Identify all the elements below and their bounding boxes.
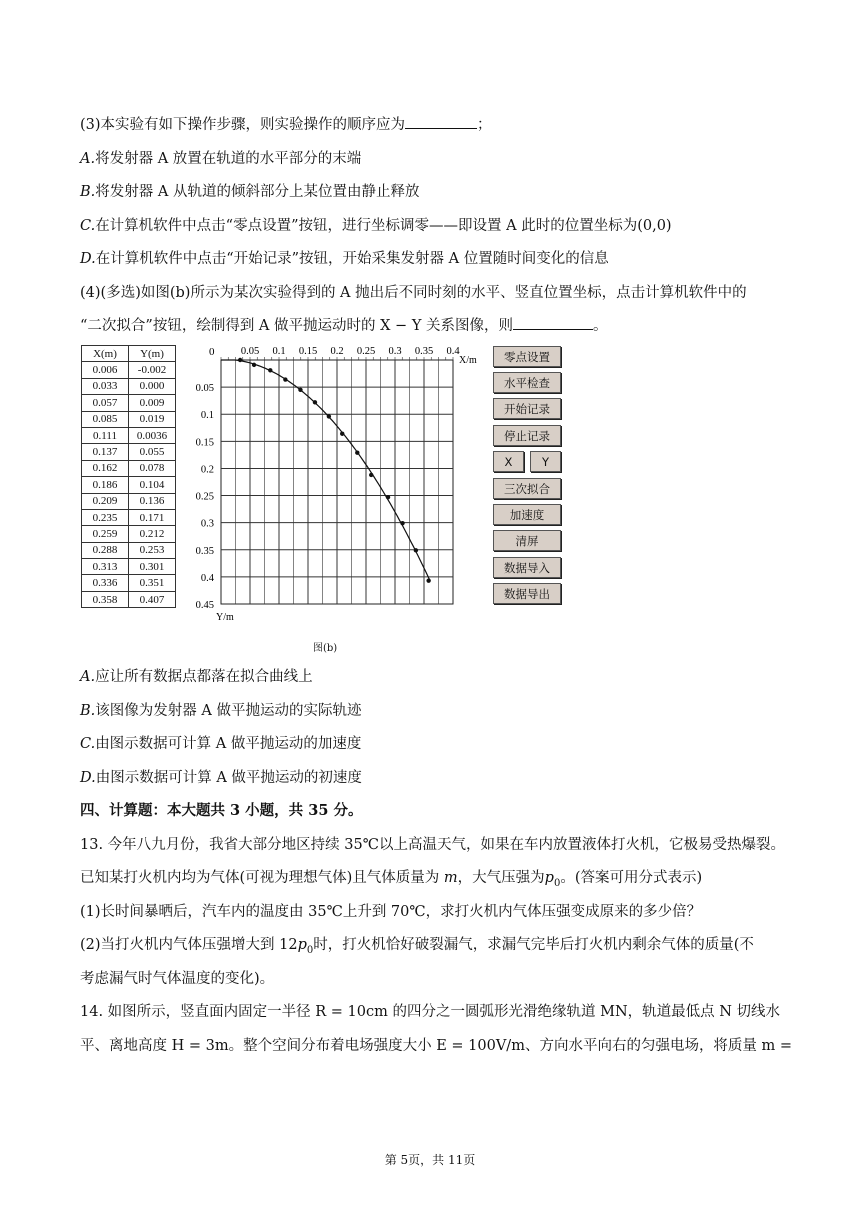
y-tick-label: 0.25 bbox=[195, 491, 214, 503]
q3-option-b: B.将发射器 A 从轨道的倾斜部分上某位置由静止释放 bbox=[80, 184, 420, 200]
y-cell: 0.407 bbox=[129, 591, 176, 607]
data-table bbox=[81, 345, 176, 608]
y-cell: 0.301 bbox=[129, 559, 176, 575]
y-cell: 0.104 bbox=[129, 477, 176, 493]
data-export-button[interactable]: 数据导出 bbox=[493, 583, 561, 604]
figure-caption: 图(b) bbox=[313, 643, 338, 654]
x-button[interactable]: X bbox=[493, 451, 524, 472]
x-cell: 0.006 bbox=[82, 362, 129, 378]
data-point bbox=[238, 358, 242, 362]
data-point bbox=[340, 432, 344, 436]
data-points bbox=[238, 358, 431, 583]
table-row bbox=[82, 509, 176, 525]
table-row bbox=[82, 591, 176, 607]
q14-line2: 平、离地高度 H = 3m。整个空间分布着电场强度大小 E = 100V/m、方向水平向右的匀强电场，将质量 m = bbox=[80, 1038, 793, 1054]
x-axis-label: X/m bbox=[459, 355, 477, 366]
y-cell: 0.253 bbox=[129, 542, 176, 558]
page-footer: 第 5页，共 11页 bbox=[384, 1153, 476, 1167]
q4-line1: (4)(多选)如图(b)所示为某次实验得到的 A 抛出后不同时刻的水平、竖直位置坐标，点击计算机软件中的 bbox=[80, 285, 747, 301]
q13-sub2: (2)当打火机内气体压强增大到 $12p_0$时，打火机恰好破裂漏气，求漏气完毕后打火机内剩余气体的质量(不 bbox=[80, 937, 754, 956]
y-tick-label: 0.45 bbox=[195, 600, 214, 611]
q3-option-d: D.在计算机软件中点击“开始记录”按钮，开始采集发射器 A 位置随时间变化的信息 bbox=[80, 251, 609, 267]
y-cell: 0.351 bbox=[129, 575, 176, 591]
x-tick-label: 0.1 bbox=[272, 346, 286, 357]
data-point bbox=[327, 414, 331, 418]
y-tick-label: 0.35 bbox=[195, 545, 214, 557]
x-cell: 0.313 bbox=[82, 559, 129, 575]
y-button[interactable]: Y bbox=[530, 451, 561, 472]
origin-label: 0 bbox=[209, 346, 215, 358]
y-axis-label: Y/m bbox=[216, 612, 234, 623]
table-row bbox=[82, 411, 176, 427]
xy-chart bbox=[186, 343, 477, 623]
table-row bbox=[82, 477, 176, 493]
data-point bbox=[298, 388, 302, 392]
data-point bbox=[313, 400, 317, 404]
q13-line2: 已知某打火机内均为气体(可视为理想气体)且气体质量为 m，大气压强为$p_0$。(答案可用分式表示) bbox=[80, 870, 703, 889]
fit-curve bbox=[221, 360, 430, 580]
table-row bbox=[82, 460, 176, 476]
zero-set-button[interactable]: 零点设置 bbox=[493, 346, 561, 367]
acceleration-button[interactable]: 加速度 bbox=[493, 504, 561, 525]
y-cell: 0.019 bbox=[129, 411, 176, 427]
y-cell: 0.078 bbox=[129, 460, 176, 476]
q4-option-d: D.由图示数据可计算 A 做平抛运动的初速度 bbox=[80, 770, 362, 786]
x-cell: 0.259 bbox=[82, 526, 129, 542]
x-tick-label: 0.35 bbox=[414, 346, 434, 357]
data-point bbox=[283, 377, 287, 381]
x-cell: 0.111 bbox=[82, 427, 129, 443]
data-point bbox=[400, 521, 404, 525]
x-tick-label: 0.4 bbox=[446, 346, 460, 357]
answer-blank[interactable] bbox=[405, 116, 477, 129]
q13-sub1: (1)长时间暴晒后，汽车内的温度由 35℃上升到 70℃，求打火机内气体压强变成原来的多少倍？ bbox=[80, 904, 702, 920]
answer-blank[interactable] bbox=[513, 317, 593, 330]
x-tick-label: 0.3 bbox=[388, 346, 402, 357]
data-import-button[interactable]: 数据导入 bbox=[493, 557, 561, 578]
y-cell: 0.0036 bbox=[129, 427, 176, 443]
table-row bbox=[82, 493, 176, 509]
x-cell: 0.186 bbox=[82, 477, 129, 493]
y-cell: 0.136 bbox=[129, 493, 176, 509]
table-row bbox=[82, 395, 176, 411]
table-header: X(m) bbox=[82, 346, 129, 362]
fit-curve-path bbox=[221, 360, 430, 580]
data-point bbox=[369, 473, 373, 477]
y-cell: 0.171 bbox=[129, 509, 176, 525]
table-row bbox=[82, 444, 176, 460]
y-tick-label: 0.15 bbox=[195, 437, 214, 449]
x-cell: 0.137 bbox=[82, 444, 129, 460]
q4-option-c: C.由图示数据可计算 A 做平抛运动的加速度 bbox=[80, 736, 362, 752]
y-tick-label: 0.05 bbox=[195, 383, 214, 395]
x-tick-label: 0.05 bbox=[240, 346, 260, 357]
table-row bbox=[82, 559, 176, 575]
table-row bbox=[82, 526, 176, 542]
q14-line1: 14. 如图所示，竖直面内固定一半径 R = 10cm 的四分之一圆弧形光滑绝缘轨道 MN，轨道最低点 N 切线水 bbox=[80, 1004, 781, 1020]
table-row bbox=[82, 575, 176, 591]
x-tick-label: 0.2 bbox=[330, 346, 344, 357]
x-cell: 0.336 bbox=[82, 575, 129, 591]
data-point bbox=[252, 363, 256, 367]
table-header: Y(m) bbox=[129, 346, 176, 362]
data-point bbox=[386, 495, 390, 499]
x-cell: 0.288 bbox=[82, 542, 129, 558]
y-cell: -0.002 bbox=[129, 362, 176, 378]
q13-sub2-line2: 考虑漏气时气体温度的变化)。 bbox=[80, 971, 275, 987]
chart-grid bbox=[221, 357, 453, 604]
table-row bbox=[82, 427, 176, 443]
data-point bbox=[268, 368, 272, 372]
q4-option-a: A.应让所有数据点都落在拟合曲线上 bbox=[80, 669, 313, 685]
x-cell: 0.358 bbox=[82, 591, 129, 607]
data-point bbox=[355, 451, 359, 455]
q3-option-a: A.将发射器 A 放置在轨道的水平部分的末端 bbox=[80, 151, 362, 167]
clear-screen-button[interactable]: 清屏 bbox=[493, 530, 561, 551]
q3-option-c: C.在计算机软件中点击“零点设置”按钮，进行坐标调零——即设置 A 此时的位置坐标为(0,0) bbox=[80, 218, 672, 234]
q13-line1: 13. 今年八九月份，我省大部分地区持续 35℃以上高温天气，如果在车内放置液体打火机，它极易受热爆裂。 bbox=[80, 837, 785, 853]
y-cell: 0.000 bbox=[129, 378, 176, 394]
x-cell: 0.162 bbox=[82, 460, 129, 476]
q3-stem: (3)本实验有如下操作步骤，则实验操作的顺序应为 ； bbox=[80, 117, 492, 133]
x-tick-label: 0.25 bbox=[356, 346, 376, 357]
y-cell: 0.009 bbox=[129, 395, 176, 411]
x-cell: 0.085 bbox=[82, 411, 129, 427]
x-tick-label: 0.15 bbox=[298, 346, 318, 357]
y-tick-label: 0.1 bbox=[200, 410, 214, 422]
data-point bbox=[426, 578, 430, 582]
y-cell: 0.212 bbox=[129, 526, 176, 542]
cubic-fit-button[interactable]: 三次拟合 bbox=[493, 478, 561, 499]
table-row bbox=[82, 378, 176, 394]
y-cell: 0.055 bbox=[129, 444, 176, 460]
table-row bbox=[82, 542, 176, 558]
y-tick-label: 0.4 bbox=[200, 572, 214, 584]
x-cell: 0.209 bbox=[82, 493, 129, 509]
y-tick-label: 0.3 bbox=[200, 518, 214, 530]
x-cell: 0.057 bbox=[82, 395, 129, 411]
section-title: 四、计算题：本大题共 3 小题，共 35 分。 bbox=[80, 802, 363, 819]
start-record-button[interactable]: 开始记录 bbox=[493, 398, 561, 419]
q4-option-b: B.该图像为发射器 A 做平抛运动的实际轨迹 bbox=[80, 703, 362, 719]
stop-record-button[interactable]: 停止记录 bbox=[493, 425, 561, 446]
y-tick-label: 0.2 bbox=[200, 464, 214, 476]
table-header-row bbox=[82, 346, 176, 362]
data-point bbox=[414, 548, 418, 552]
level-check-button[interactable]: 水平检查 bbox=[493, 372, 561, 393]
x-cell: 0.033 bbox=[82, 378, 129, 394]
x-cell: 0.235 bbox=[82, 509, 129, 525]
q4-line2: “二次拟合”按钮，绘制得到 A 做平抛运动时的 X − Y 关系图像，则 。 bbox=[80, 318, 608, 334]
table-row bbox=[82, 362, 176, 378]
